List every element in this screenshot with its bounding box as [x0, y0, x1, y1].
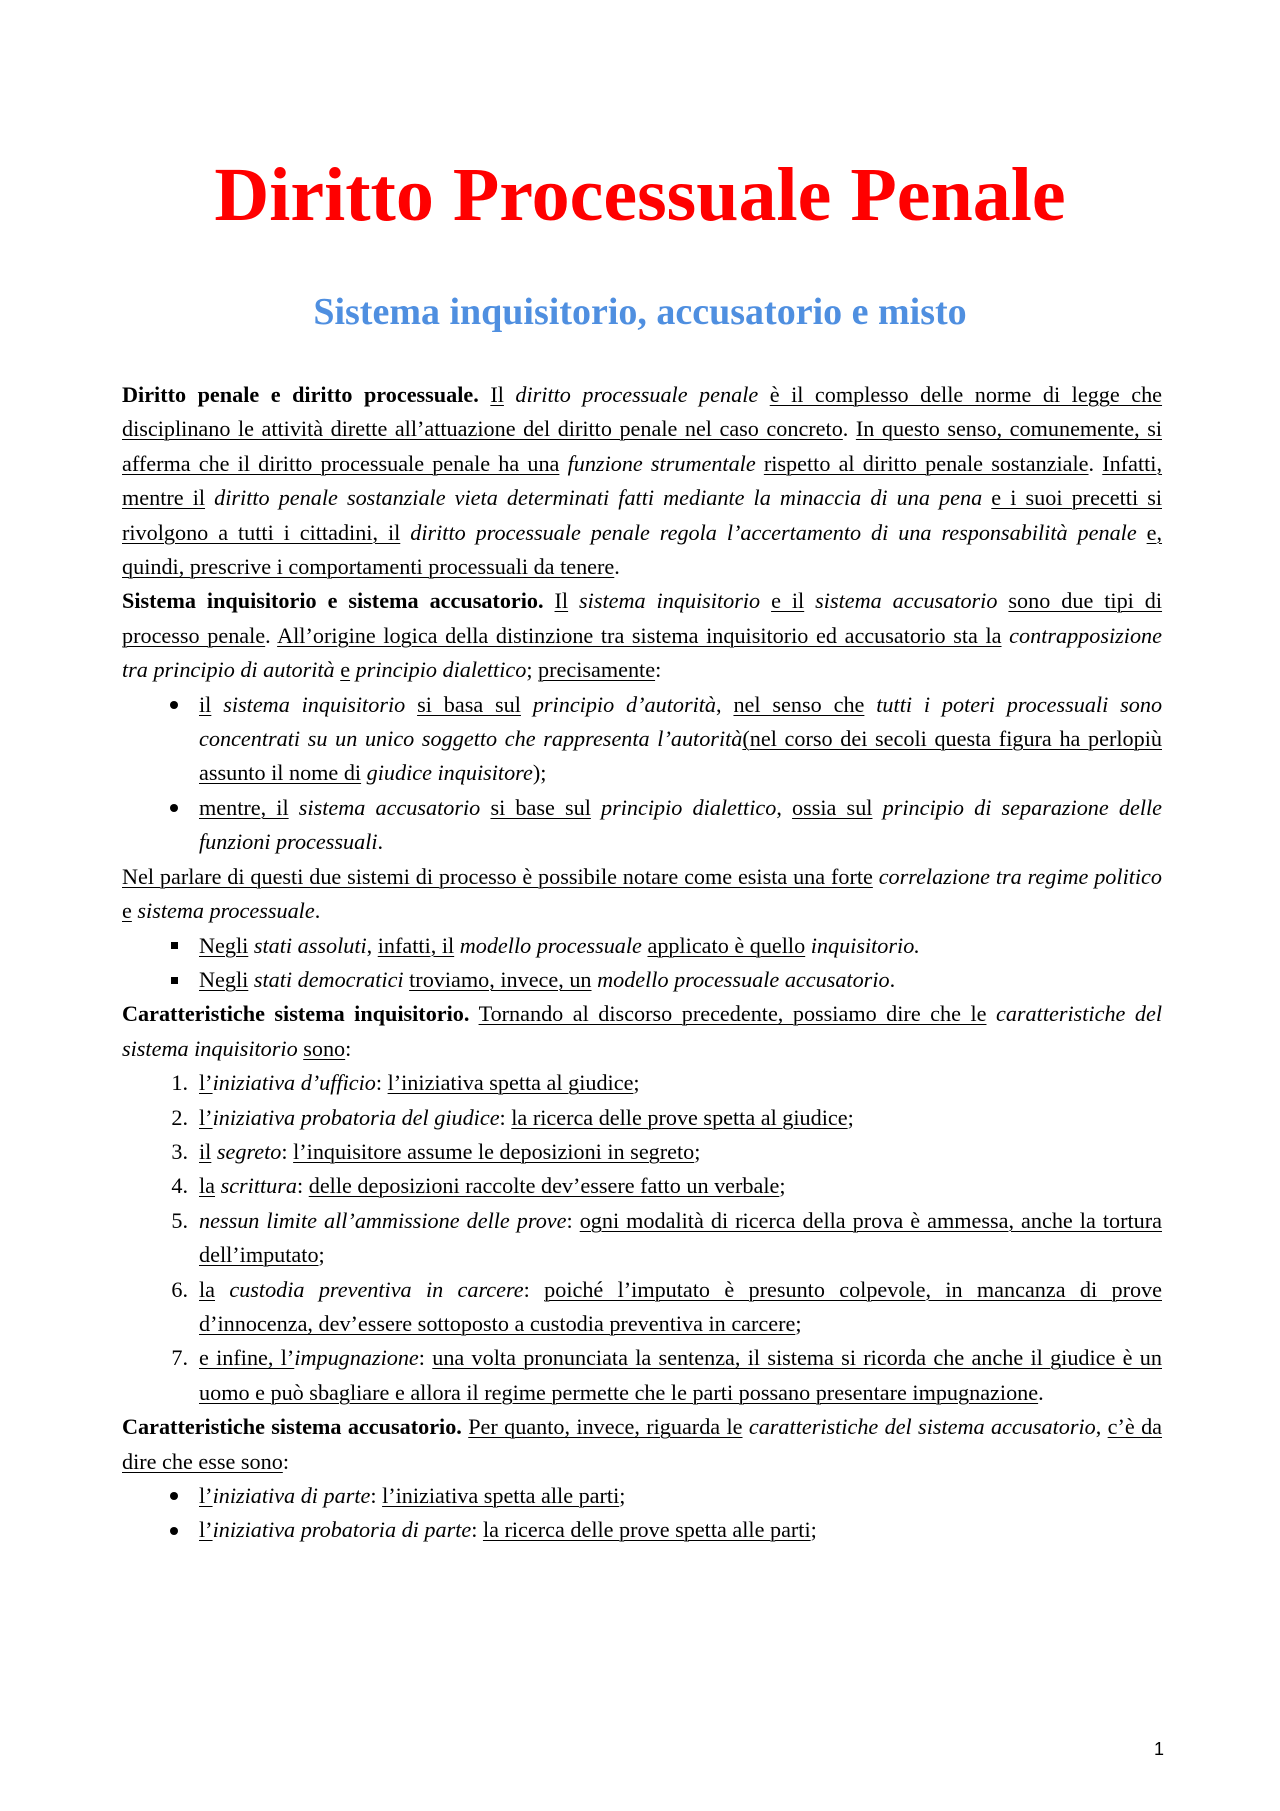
bullet-square-icon [164, 963, 184, 997]
list-item: Negli stati assoluti, infatti, il modello processuale applicato è quello inquisitorio. [122, 929, 1162, 963]
section-heading: Diritto penale e diritto processuale. [122, 382, 479, 407]
bullet-list-principi [122, 688, 1162, 860]
bullet-dot-icon [164, 1513, 184, 1547]
list-item: il sistema inquisitorio si basa sul principio d’autorità, nel senso che tutti i poteri processuali sono concentrati su un unico soggetto che rappresenta l’autorità(nel corso dei secoli questa figura ha perlopiù assunto il nome di giudice inquisitore); [122, 688, 1162, 791]
list-item: l’iniziativa di parte: l’iniziativa spetta alle parti; [122, 1479, 1162, 1513]
bullet-list-accusatorio [122, 1479, 1162, 1548]
page-title: Diritto Processuale Penale [214, 153, 1066, 237]
numbered-list-inquisitorio [122, 1066, 1162, 1410]
section-heading: Caratteristiche sistema inquisitorio. [122, 1001, 470, 1027]
list-item: Negli stati democratici troviamo, invece, un modello processuale accusatorio. [122, 963, 1162, 997]
list-item: 2. l’iniziativa probatoria del giudice: la ricerca delle prove spetta al giudice; [171, 1104, 854, 1130]
paragraph-sistema-inquisitorio-accusatorio: Sistema inquisitorio e sistema accusatorio. Il sistema inquisitorio e il sistema accusatorio sono due tipi di processo penale. All’origine logica della distinzione tra sistema inquisitorio ed accusatorio sta la contrapposizione tra principio di autorità e principio dialettico; precisamente: [122, 588, 1163, 683]
document-body [122, 378, 1162, 1548]
bullet-dot-icon [164, 688, 184, 722]
paragraph-caratteristiche-accusatorio: Caratteristiche sistema accusatorio. Per quanto, invece, riguarda le caratteristiche del sistema accusatorio, c’è da dire che esse sono: [122, 1414, 1163, 1474]
list-item: 1. l’iniziativa d’ufficio: l’iniziativa spetta al giudice; [171, 1070, 640, 1096]
bullet-dot-icon [164, 791, 184, 825]
paragraph-caratteristiche-inquisitorio: Caratteristiche sistema inquisitorio. Tornando al discorso precedente, possiamo dire che le caratteristiche del sistema inquisitorio sono: [122, 1001, 1162, 1061]
section-heading: Sistema inquisitorio e sistema accusatorio. [122, 588, 544, 614]
list-item: mentre, il sistema accusatorio si base sul principio dialettico, ossia sul principio di separazione delle funzioni processuali. [122, 791, 1162, 860]
list-item: 3. il segreto: l’inquisitore assume le deposizioni in segreto; [171, 1138, 701, 1164]
bullet-square-icon [164, 929, 184, 963]
section-heading: Caratteristiche sistema accusatorio. [122, 1414, 462, 1440]
list-item: 5. nessun limite all’ammissione delle prove: ogni modalità di ricerca della prova è ammessa, anche la tortura dell’imputato; [171, 1207, 1162, 1268]
square-list-stati [122, 929, 1162, 998]
list-item: 7. e infine, l’impugnazione: una volta pronunciata la sentenza, il sistema si ricorda che anche il giudice è un uomo e può sbagliare e allora il regime permette che le parti possano presentare impugnazione. [171, 1345, 1162, 1405]
page-number: 1 [1153, 1739, 1164, 1759]
list-item: 6. la custodia preventiva in carcere: poiché l’imputato è presunto colpevole, in mancanza di prove d’innocenza, dev’essere sottoposto a custodia preventiva in carcere; [171, 1276, 1162, 1336]
page-subtitle: Sistema inquisitorio, accusatorio e misto [313, 291, 967, 333]
list-item: l’iniziativa probatoria di parte: la ricerca delle prove spetta alle parti; [122, 1513, 1162, 1547]
paragraph-correlazione: Nel parlare di questi due sistemi di processo è possibile notare come esista una forte correlazione tra regime politico e sistema processuale. [122, 863, 1162, 924]
list-item: 4. la scrittura: delle deposizioni raccolte dev’essere fatto un verbale; [171, 1173, 786, 1199]
bullet-dot-icon [164, 1479, 184, 1513]
paragraph-diritto-penale: Diritto penale e diritto processuale. Il diritto processuale penale è il complesso delle norme di legge che disciplinano le attività dirette all’attuazione del diritto penale nel caso concreto. In questo senso, comunemente, si afferma che il diritto processuale penale ha una funzione strumentale rispetto al diritto penale sostanziale. Infatti, mentre il diritto penale sostanziale vieta determinati fatti mediante la minaccia di una pena e i suoi precetti si rivolgono a tutti i cittadini, il diritto processuale penale regola l’accertamento di una responsabilità penale e, quindi, prescrive i comportamenti processuali da tenere. [122, 382, 1163, 580]
